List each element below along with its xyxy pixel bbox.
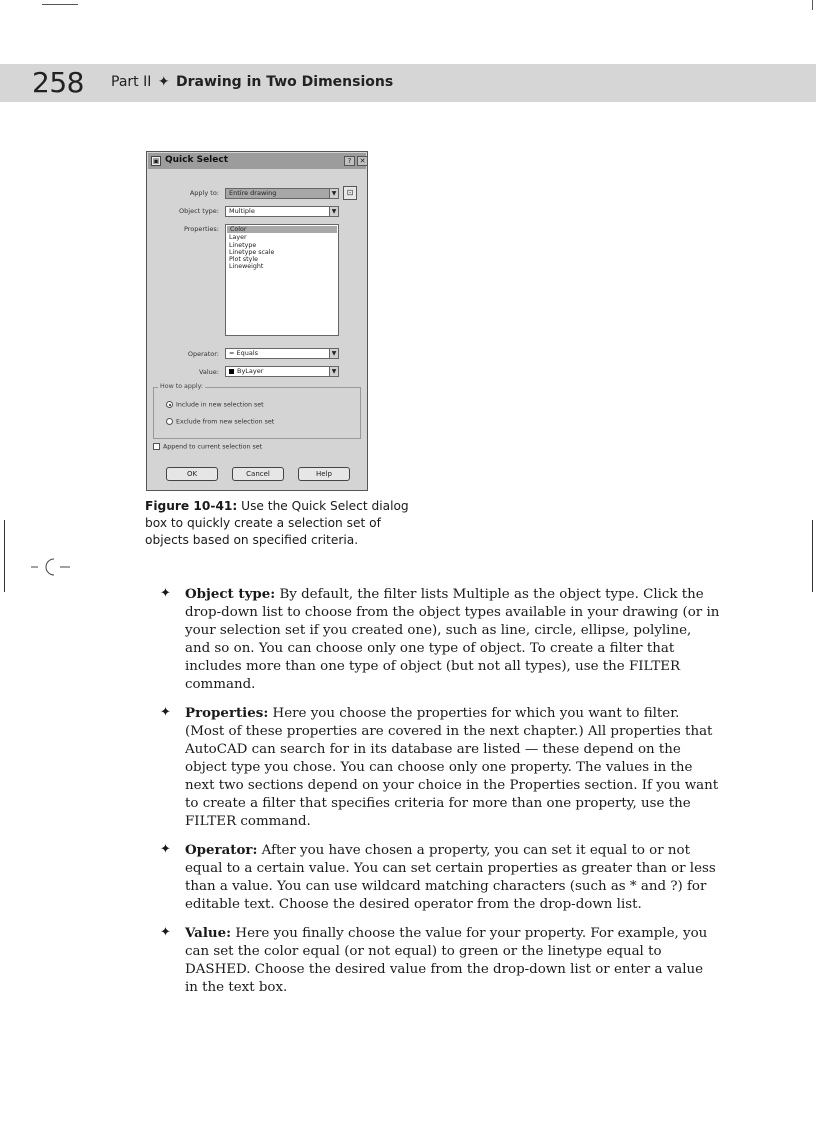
- radio-selected-icon[interactable]: [166, 401, 173, 408]
- dialog-titlebar: [148, 153, 366, 169]
- operator-value: = Equals: [229, 349, 259, 357]
- header-separator-icon: ✦: [157, 74, 170, 90]
- operator-select[interactable]: [225, 348, 339, 359]
- help-button[interactable]: Help: [298, 467, 350, 481]
- list-item[interactable]: Plot style: [229, 256, 258, 264]
- crop-mark-top-right: [812, 0, 813, 10]
- titlebar-close-button[interactable]: ✕: [357, 156, 368, 166]
- part-label: Part II: [111, 74, 152, 90]
- apply-to-label: Apply to:: [189, 189, 219, 197]
- object-type-label: Object type:: [179, 207, 219, 215]
- app-icon: ▣: [152, 157, 160, 165]
- crop-mark-top-left: [42, 4, 78, 5]
- bullet-list: [160, 585, 720, 1007]
- value-select[interactable]: [225, 366, 339, 377]
- exclude-label: Exclude from new selection set: [176, 418, 275, 426]
- quick-select-dialog: [146, 151, 368, 491]
- bullet-diamond-icon: ✦: [160, 705, 171, 720]
- exclude-radio-option[interactable]: [166, 418, 274, 426]
- include-label: Include in new selection set: [176, 401, 264, 409]
- bullet-term: Properties:: [185, 705, 269, 721]
- radio-icon[interactable]: [166, 418, 173, 425]
- chevron-down-icon[interactable]: ▼: [329, 366, 339, 377]
- cancel-button[interactable]: Cancel: [232, 467, 284, 481]
- how-to-apply-group: [153, 383, 361, 439]
- titlebar-help-button[interactable]: ?: [344, 156, 355, 166]
- caption-text: Use the Quick Select dialog box to quickly create a selection set of objects based on specified criteria.: [145, 499, 409, 547]
- bullet-term: Operator:: [185, 842, 258, 858]
- list-item: [160, 585, 720, 694]
- properties-label: Properties:: [183, 225, 219, 233]
- include-radio-option[interactable]: [166, 401, 264, 409]
- select-objects-button[interactable]: ⊡: [343, 186, 357, 200]
- how-to-apply-title: How to apply:: [160, 383, 204, 390]
- append-checkbox-option[interactable]: [153, 443, 262, 451]
- bullet-diamond-icon: ✦: [160, 586, 171, 601]
- bullet-text: After you have chosen a property, you can set it equal to or not equal to a certain value. You can set certain properties as greater than or less than a value. You can use wildcard matching characters (such as * and ?) for editable text. Choose the desired operator from the drop-down list.: [185, 843, 716, 912]
- chevron-down-icon[interactable]: ▼: [329, 206, 339, 217]
- checkbox-icon[interactable]: [153, 443, 160, 450]
- bullet-term: Object type:: [185, 586, 276, 602]
- bullet-term: Value:: [185, 925, 232, 941]
- dialog-title: Quick Select: [165, 155, 229, 165]
- chapter-title: Drawing in Two Dimensions: [176, 74, 394, 90]
- list-item: [160, 841, 720, 914]
- bullet-text: Here you finally choose the value for your property. For example, you can set the color equal (or not equal) to green or the linetype equal to DASHED. Choose the desired value from the drop-down list or enter a value in the text box.: [185, 926, 708, 995]
- append-label: Append to current selection set: [163, 443, 263, 451]
- apply-to-select[interactable]: [225, 188, 339, 199]
- list-item[interactable]: Linetype scale: [229, 248, 275, 256]
- figure-label: Figure 10-41:: [145, 499, 238, 513]
- ok-button[interactable]: OK: [166, 467, 218, 481]
- list-item[interactable]: Linetype: [229, 241, 257, 249]
- running-header: [111, 74, 393, 90]
- object-type-value: Multiple: [229, 207, 255, 215]
- color-swatch-icon: [229, 369, 234, 374]
- list-item[interactable]: Layer: [229, 234, 247, 242]
- bullet-diamond-icon: ✦: [160, 925, 171, 940]
- bullet-diamond-icon: ✦: [160, 842, 171, 857]
- list-item[interactable]: Lineweight: [229, 263, 264, 271]
- properties-list[interactable]: [225, 224, 339, 336]
- object-type-select[interactable]: [225, 206, 339, 217]
- chevron-down-icon[interactable]: ▼: [329, 348, 339, 359]
- bullet-text: Here you choose the properties for which you want to filter. (Most of these properties are covered in the next chapter.) All properties that AutoCAD can search for in its database are listed — these depend on the object type you chose. You can choose only one property. The values in the next two sections depend on your choice in the Properties section. If you want to create a filter that specifies criteria for more than one property, use the FILTER command.: [185, 706, 719, 829]
- chevron-down-icon[interactable]: ▼: [329, 188, 339, 199]
- value-label: Value:: [198, 368, 219, 376]
- operator-label: Operator:: [187, 350, 219, 358]
- list-item: [160, 704, 720, 831]
- page-number: 258: [32, 66, 84, 99]
- bullet-text: By default, the filter lists Multiple as the object type. Click the drop-down list to choose from the object types available in your drawing (or in your selection set if you created one), such as line, circle, ellipse, polyline, and so on. You can choose only one type of object. To create a filter that includes more than one type of object (but not all types), use the FILTER command.: [185, 587, 720, 692]
- figure-caption: [145, 498, 425, 549]
- list-item[interactable]: Color: [227, 226, 337, 233]
- list-item: [160, 924, 720, 997]
- margin-line-left: [4, 520, 5, 592]
- apply-to-value: Entire drawing: [229, 189, 277, 197]
- registration-mark-icon: [30, 555, 90, 579]
- margin-line-right: [812, 520, 813, 592]
- value-value: ByLayer: [237, 367, 264, 375]
